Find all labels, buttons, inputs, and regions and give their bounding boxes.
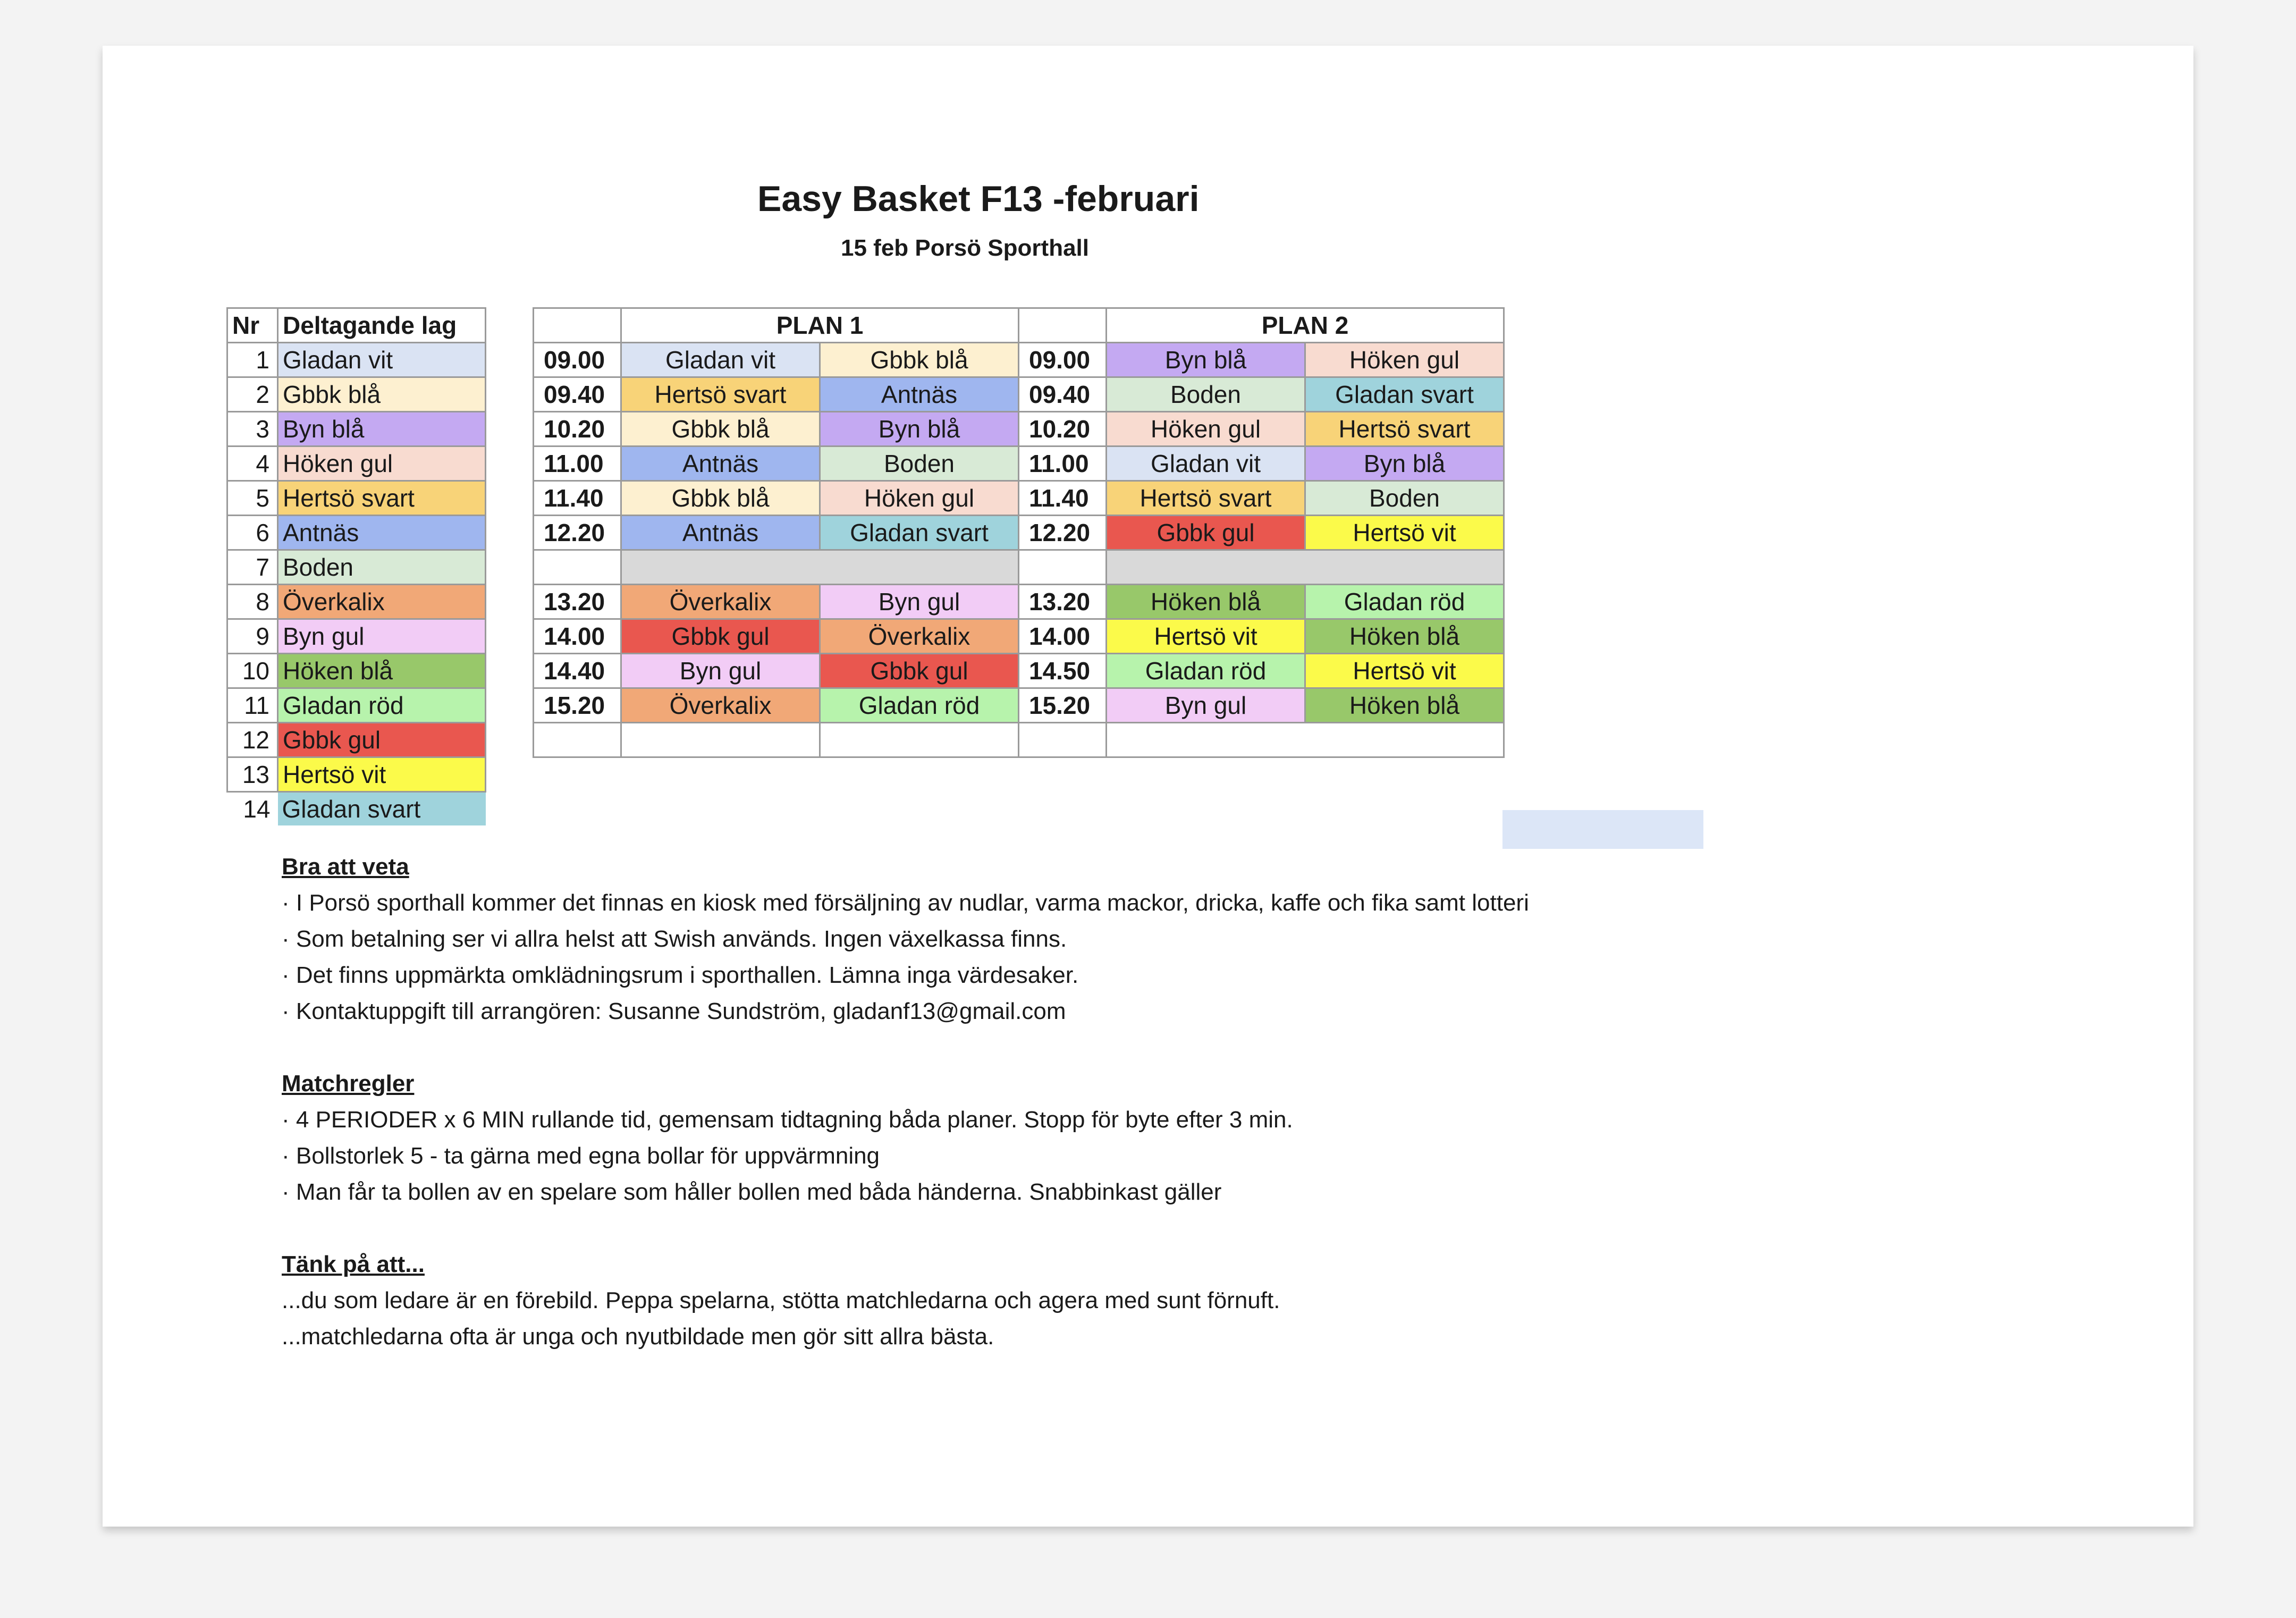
plan-1-time: 14.00 xyxy=(534,619,621,654)
plan-2-time: 10.20 xyxy=(1019,412,1107,446)
team-row xyxy=(227,446,486,481)
plan-1-header: PLAN 1 xyxy=(621,308,1019,343)
plan-1-home-team: Gbbk blå xyxy=(621,412,820,446)
rules-heading: Matchregler xyxy=(282,1071,415,1097)
team-number: 2 xyxy=(227,377,278,412)
header-time-1 xyxy=(534,308,621,343)
team-number: 12 xyxy=(227,723,278,757)
plan-2-time: 14.00 xyxy=(1019,619,1107,654)
empty-cell xyxy=(1107,723,1504,757)
empty-cell xyxy=(1019,723,1107,757)
plan-2-away-team: Höken blå xyxy=(1305,688,1504,723)
empty-row xyxy=(534,723,1504,757)
plan-1-home-team: Hertsö svart xyxy=(621,377,820,412)
team-name: Antnäs xyxy=(278,516,486,550)
plan-1-away-team: Byn gul xyxy=(820,585,1019,619)
team-number: 3 xyxy=(227,412,278,446)
team-name: Byn gul xyxy=(278,619,486,654)
plan-2-home-team: Boden xyxy=(1107,377,1305,412)
schedule-row xyxy=(534,619,1504,654)
plan-2-away-team: Hertsö vit xyxy=(1305,654,1504,688)
plan-1-home-team: Antnäs xyxy=(621,446,820,481)
good-to-know-heading: Bra att veta xyxy=(282,854,409,880)
team-number: 1 xyxy=(227,343,278,377)
plan-2-away-team: Hertsö vit xyxy=(1305,516,1504,550)
highlighted-cell xyxy=(1502,810,1703,849)
page-title: Easy Basket F13 -februari xyxy=(757,179,1200,219)
plan-1-away-team: Gladan svart xyxy=(820,516,1019,550)
team-name: Överkalix xyxy=(278,585,486,619)
info-section xyxy=(282,849,2195,1355)
plan-2-home-team: Gbbk gul xyxy=(1107,516,1305,550)
plan-1-time: 09.00 xyxy=(534,343,621,377)
plan-1-away-team: Överkalix xyxy=(820,619,1019,654)
good-to-know-line: · I Porsö sporthall kommer det finnas en kiosk med försäljning av nudlar, varma mackor, dricka, kaffe och fika samt lotteri xyxy=(282,890,1529,916)
empty-cell xyxy=(534,723,621,757)
plan-1-away-team: Boden xyxy=(820,446,1019,481)
plan-2-time: 13.20 xyxy=(1019,585,1107,619)
team-list-table xyxy=(226,307,486,825)
plan-2-home-team: Byn gul xyxy=(1107,688,1305,723)
plan-1-home-team: Gbbk blå xyxy=(621,481,820,516)
plan-1-away-team: Gbbk gul xyxy=(820,654,1019,688)
plan-1-home-team: Byn gul xyxy=(621,654,820,688)
team-name: Gbbk blå xyxy=(278,377,486,412)
team-number: 6 xyxy=(227,516,278,550)
plan-2-home-team: Hertsö vit xyxy=(1107,619,1305,654)
team-row xyxy=(227,757,486,792)
team-row xyxy=(227,585,486,619)
team-number: 11 xyxy=(227,688,278,723)
good-to-know-line: · Som betalning ser vi allra helst att Swish används. Ingen växelkassa finns. xyxy=(282,926,1067,952)
header-nr: Nr xyxy=(227,308,278,343)
good-to-know-line: · Det finns uppmärkta omklädningsrum i sporthallen. Lämna inga värdesaker. xyxy=(282,962,1079,988)
team-row xyxy=(227,377,486,412)
team-name: Hertsö vit xyxy=(278,757,486,792)
think-line: ...matchledarna ofta är unga och nyutbildade men gör sitt allra bästa. xyxy=(282,1324,994,1350)
team-list-header xyxy=(227,308,486,343)
plan-1-away-team: Gbbk blå xyxy=(820,343,1019,377)
schedule-row xyxy=(534,654,1504,688)
plan-1-time: 13.20 xyxy=(534,585,621,619)
schedule-row xyxy=(534,516,1504,550)
plan-2-home-team: Gladan röd xyxy=(1107,654,1305,688)
team-number: 10 xyxy=(227,654,278,688)
plan-2-home-team: Hertsö svart xyxy=(1107,481,1305,516)
plan-2-away-team: Hertsö svart xyxy=(1305,412,1504,446)
team-number: 8 xyxy=(227,585,278,619)
team-number: 14 xyxy=(243,795,271,823)
rules-line: · Man får ta bollen av en spelare som håller bollen med båda händerna. Snabbinkast gäller xyxy=(282,1179,1222,1205)
team-number: 13 xyxy=(227,757,278,792)
break-cell xyxy=(534,550,621,585)
empty-cell xyxy=(621,723,820,757)
empty-cell xyxy=(820,723,1019,757)
plan-1-home-team: Antnäs xyxy=(621,516,820,550)
team-name: Gladan vit xyxy=(278,343,486,377)
plan-1-time: 12.20 xyxy=(534,516,621,550)
lunch-break-row xyxy=(534,550,1504,585)
plan-1-away-team: Byn blå xyxy=(820,412,1019,446)
team-name: Höken gul xyxy=(278,446,486,481)
header-team: Deltagande lag xyxy=(278,308,486,343)
plan-2-time: 11.40 xyxy=(1019,481,1107,516)
team-name: Gladan röd xyxy=(278,688,486,723)
plan-1-away-team: Höken gul xyxy=(820,481,1019,516)
schedule-row xyxy=(534,412,1504,446)
plan-1-home-team: Gladan vit xyxy=(621,343,820,377)
break-cell xyxy=(1107,550,1504,585)
team-row xyxy=(227,412,486,446)
plan-1-time: 11.00 xyxy=(534,446,621,481)
rules-line: · Bollstorlek 5 - ta gärna med egna bollar för uppvärmning xyxy=(282,1143,880,1169)
schedule-header xyxy=(534,308,1504,343)
plan-1-time: 09.40 xyxy=(534,377,621,412)
plan-2-time: 14.50 xyxy=(1019,654,1107,688)
spacer xyxy=(282,1210,2195,1246)
plan-1-away-team: Antnäs xyxy=(820,377,1019,412)
plan-2-time: 11.00 xyxy=(1019,446,1107,481)
schedule-row xyxy=(534,585,1504,619)
plan-1-home-team: Överkalix xyxy=(621,688,820,723)
plan-2-home-team: Höken gul xyxy=(1107,412,1305,446)
team-name: Boden xyxy=(278,550,486,585)
team-number: 9 xyxy=(227,619,278,654)
plan-1-home-team: Överkalix xyxy=(621,585,820,619)
schedule-row xyxy=(534,481,1504,516)
plan-2-home-team: Byn blå xyxy=(1107,343,1305,377)
team-name: Gbbk gul xyxy=(278,723,486,757)
team-row xyxy=(227,343,486,377)
plan-2-header: PLAN 2 xyxy=(1107,308,1504,343)
plan-2-home-team: Höken blå xyxy=(1107,585,1305,619)
plan-2-away-team: Höken blå xyxy=(1305,619,1504,654)
plan-2-away-team: Byn blå xyxy=(1305,446,1504,481)
team-row xyxy=(227,723,486,757)
team-row xyxy=(227,516,486,550)
good-to-know-line: · Kontaktuppgift till arrangören: Susanne Sundström, gladanf13@gmail.com xyxy=(282,998,1066,1024)
think-line: ...du som ledare är en förebild. Peppa spelarna, stötta matchledarna och agera med sunt förnuft. xyxy=(282,1287,1280,1313)
plan-1-home-team: Gbbk gul xyxy=(621,619,820,654)
think-heading: Tänk på att... xyxy=(282,1251,425,1277)
spacer xyxy=(282,1030,2195,1066)
team-name: Gladan svart xyxy=(278,792,486,826)
plan-1-time: 15.20 xyxy=(534,688,621,723)
break-cell xyxy=(621,550,1019,585)
schedule-row xyxy=(534,343,1504,377)
team-row xyxy=(227,688,486,723)
team-number: 4 xyxy=(227,446,278,481)
team-row xyxy=(227,654,486,688)
plan-2-away-team: Gladan svart xyxy=(1305,377,1504,412)
plan-2-away-team: Höken gul xyxy=(1305,343,1504,377)
team-name: Hertsö svart xyxy=(278,481,486,516)
team-name: Byn blå xyxy=(278,412,486,446)
page-subtitle: 15 feb Porsö Sporthall xyxy=(841,235,1089,261)
plan-2-time: 12.20 xyxy=(1019,516,1107,550)
plan-2-home-team: Gladan vit xyxy=(1107,446,1305,481)
team-number: 5 xyxy=(227,481,278,516)
schedule-row xyxy=(534,377,1504,412)
team-row xyxy=(227,619,486,654)
plan-2-time: 09.00 xyxy=(1019,343,1107,377)
plan-1-time: 10.20 xyxy=(534,412,621,446)
plan-1-time: 14.40 xyxy=(534,654,621,688)
team-row xyxy=(227,481,486,516)
break-cell xyxy=(1019,550,1107,585)
team-row xyxy=(227,550,486,585)
plan-2-time: 15.20 xyxy=(1019,688,1107,723)
plan-1-away-team: Gladan röd xyxy=(820,688,1019,723)
team-row xyxy=(227,792,486,826)
schedule-table xyxy=(533,307,1505,758)
team-name: Höken blå xyxy=(278,654,486,688)
header-time-2 xyxy=(1019,308,1107,343)
plan-1-time: 11.40 xyxy=(534,481,621,516)
plan-2-away-team: Gladan röd xyxy=(1305,585,1504,619)
plan-2-time: 09.40 xyxy=(1019,377,1107,412)
team-number: 7 xyxy=(227,550,278,585)
schedule-row xyxy=(534,446,1504,481)
plan-2-away-team: Boden xyxy=(1305,481,1504,516)
rules-line: · 4 PERIODER x 6 MIN rullande tid, gemensam tidtagning båda planer. Stopp för byte efter 3 min. xyxy=(282,1107,1293,1133)
schedule-row xyxy=(534,688,1504,723)
